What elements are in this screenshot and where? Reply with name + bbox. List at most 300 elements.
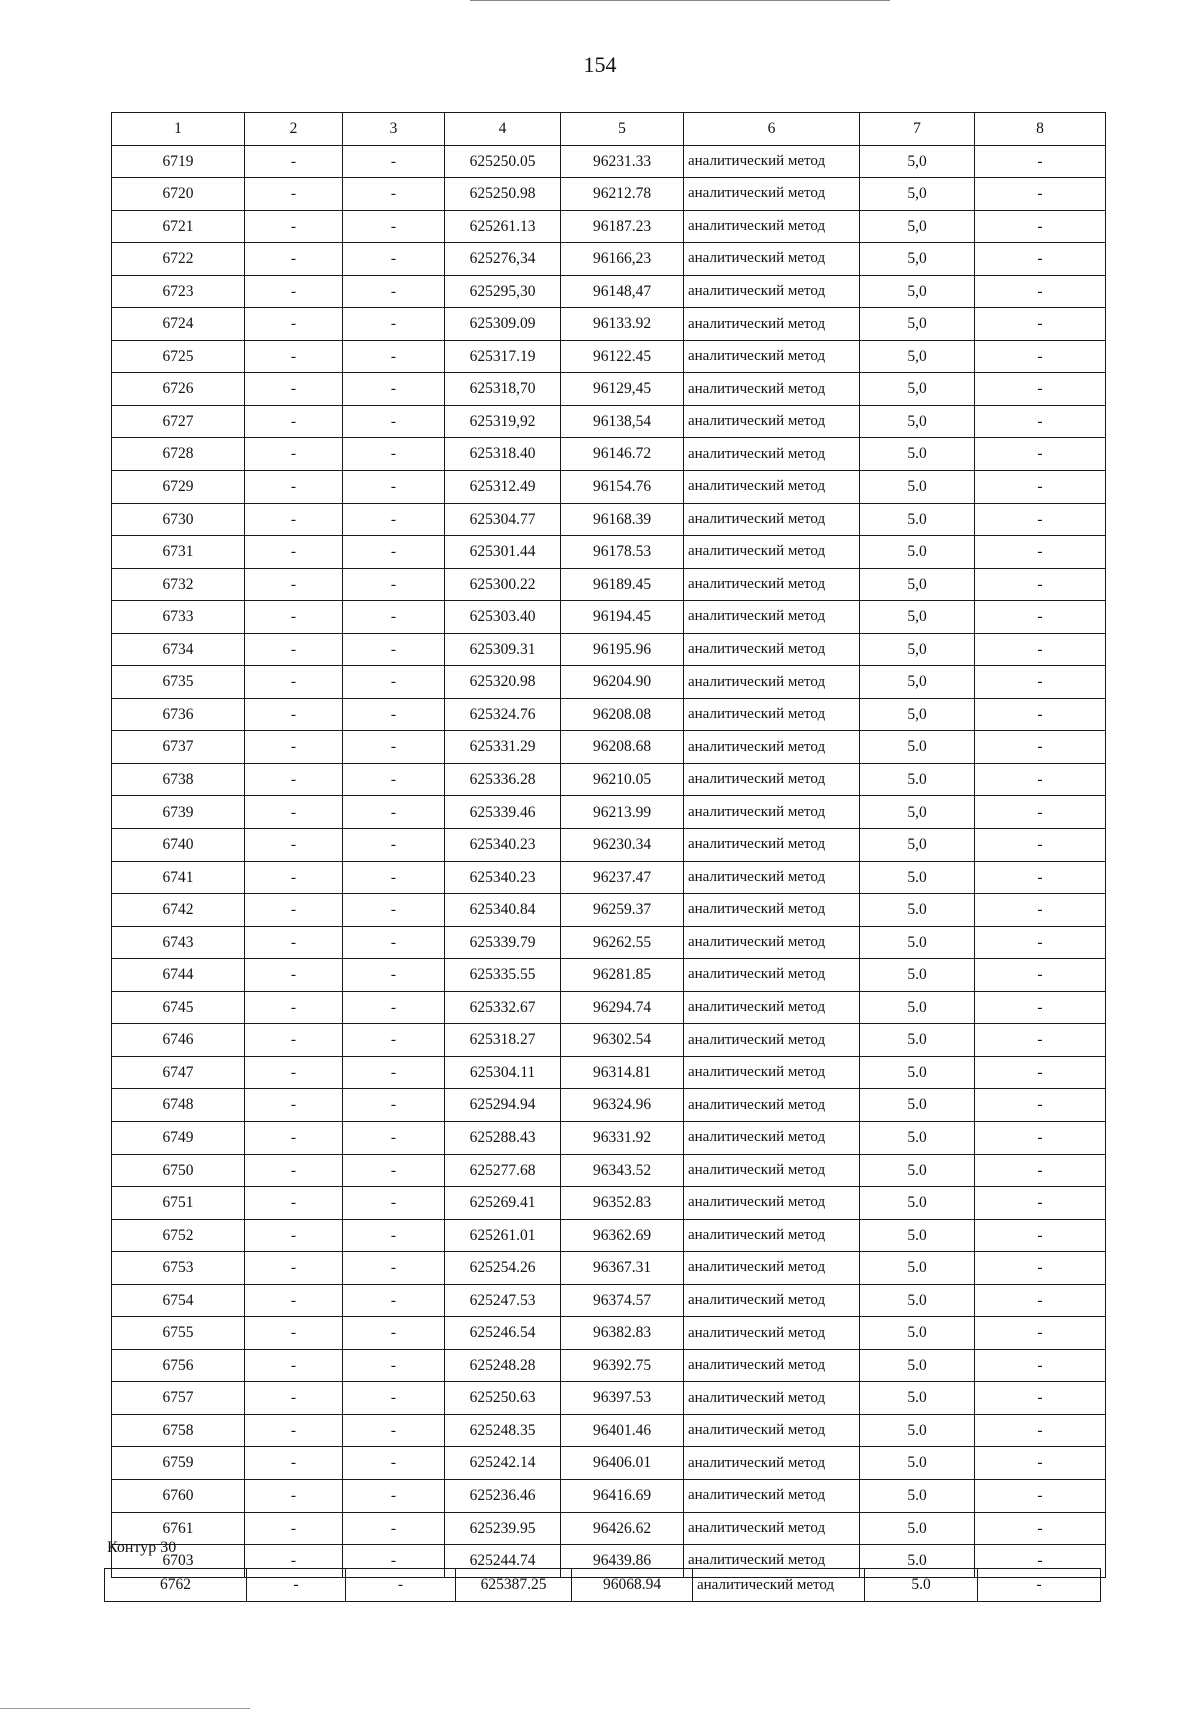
table-cell: 5,0 <box>860 698 975 731</box>
table-cell: 625320.98 <box>445 666 561 699</box>
table-cell: - <box>975 633 1106 666</box>
table-cell: 96324.96 <box>561 1089 684 1122</box>
table-cell: 6749 <box>112 1121 245 1154</box>
table-cell: аналитический метод <box>693 1569 865 1602</box>
table-cell: - <box>245 601 343 634</box>
table-cell: аналитический метод <box>684 536 860 569</box>
table-cell: - <box>245 308 343 341</box>
table-cell: 625304.11 <box>445 1056 561 1089</box>
table-cell: 5.0 <box>860 1317 975 1350</box>
table-cell: 625261.13 <box>445 210 561 243</box>
table-cell: 96343.52 <box>561 1154 684 1187</box>
table-cell: 5.0 <box>860 1056 975 1089</box>
table-cell: аналитический метод <box>684 210 860 243</box>
table-row <box>112 861 1106 894</box>
table-cell: 6746 <box>112 1024 245 1057</box>
table-cell: - <box>975 894 1106 927</box>
table-cell: 5.0 <box>860 1089 975 1122</box>
table-cell: - <box>245 666 343 699</box>
table-cell: 5.0 <box>860 991 975 1024</box>
table-cell: - <box>245 145 343 178</box>
table-row <box>112 959 1106 992</box>
table-cell: 625318.40 <box>445 438 561 471</box>
bottom-scan-rule <box>0 1708 250 1709</box>
table-cell: - <box>975 1056 1106 1089</box>
table-cell: - <box>975 568 1106 601</box>
table-row <box>112 698 1106 731</box>
table-cell: - <box>343 373 445 406</box>
table-cell: аналитический метод <box>684 763 860 796</box>
table-cell: - <box>343 1349 445 1382</box>
column-header: 6 <box>684 113 860 146</box>
table-cell: 6730 <box>112 503 245 536</box>
table-cell: - <box>343 926 445 959</box>
table-cell: 96129,45 <box>561 373 684 406</box>
table-row <box>112 275 1106 308</box>
table-row <box>112 796 1106 829</box>
table-cell: 625340.23 <box>445 861 561 894</box>
table-cell: аналитический метод <box>684 698 860 731</box>
table-cell: аналитический метод <box>684 959 860 992</box>
table-cell: - <box>975 243 1106 276</box>
table-cell: аналитический метод <box>684 308 860 341</box>
table-cell: 96154.76 <box>561 471 684 504</box>
table-cell: аналитический метод <box>684 1414 860 1447</box>
table-cell: - <box>343 796 445 829</box>
table-row <box>105 1569 1101 1602</box>
table-row <box>112 1154 1106 1187</box>
table-cell: - <box>245 763 343 796</box>
table-cell: - <box>975 340 1106 373</box>
table-cell: 625250.63 <box>445 1382 561 1415</box>
table-cell: 96148,47 <box>561 275 684 308</box>
table-cell: 625239.95 <box>445 1512 561 1545</box>
table-cell: 6725 <box>112 340 245 373</box>
table-cell: - <box>343 1382 445 1415</box>
table-cell: 625250.98 <box>445 178 561 211</box>
table-cell: - <box>245 1349 343 1382</box>
table-cell: - <box>245 568 343 601</box>
table-cell: - <box>975 959 1106 992</box>
table-cell: 96204.90 <box>561 666 684 699</box>
table-cell: 6752 <box>112 1219 245 1252</box>
table-cell: 96302.54 <box>561 1024 684 1057</box>
table-cell: 96138,54 <box>561 405 684 438</box>
table-cell: 6737 <box>112 731 245 764</box>
table-row <box>112 1479 1106 1512</box>
table-cell: 96397.53 <box>561 1382 684 1415</box>
table-row <box>112 536 1106 569</box>
table-cell: - <box>245 536 343 569</box>
table-cell: 96237.47 <box>561 861 684 894</box>
table-row <box>112 633 1106 666</box>
table-cell: - <box>245 503 343 536</box>
table-cell: аналитический метод <box>684 1024 860 1057</box>
table-cell: 96212.78 <box>561 178 684 211</box>
table-cell: - <box>975 471 1106 504</box>
table-cell: - <box>975 405 1106 438</box>
table-cell: аналитический метод <box>684 1317 860 1350</box>
table-cell: 625294.94 <box>445 1089 561 1122</box>
table-cell: аналитический метод <box>684 731 860 764</box>
table-cell: - <box>245 633 343 666</box>
table-cell: 625335.55 <box>445 959 561 992</box>
table-cell: 5,0 <box>860 243 975 276</box>
table-cell: аналитический метод <box>684 1154 860 1187</box>
table-cell: - <box>343 861 445 894</box>
table-cell: - <box>245 698 343 731</box>
table-cell: - <box>975 1121 1106 1154</box>
table-cell: аналитический метод <box>684 991 860 1024</box>
table-cell: - <box>245 1512 343 1545</box>
table-cell: 5,0 <box>860 145 975 178</box>
table-cell: 5.0 <box>860 503 975 536</box>
table-cell: - <box>245 243 343 276</box>
table-cell: - <box>346 1569 456 1602</box>
table-cell: аналитический метод <box>684 503 860 536</box>
table-cell: - <box>975 1382 1106 1415</box>
table-cell: - <box>245 1447 343 1480</box>
table-cell: - <box>343 243 445 276</box>
table-cell: 6751 <box>112 1187 245 1220</box>
table-cell: аналитический метод <box>684 438 860 471</box>
table-cell: 6748 <box>112 1089 245 1122</box>
table-cell: - <box>975 861 1106 894</box>
table-cell: - <box>343 1187 445 1220</box>
table-cell: 96166,23 <box>561 243 684 276</box>
table-cell: - <box>343 1284 445 1317</box>
table-cell: - <box>343 210 445 243</box>
column-header: 2 <box>245 113 343 146</box>
table-cell: 6745 <box>112 991 245 1024</box>
table-cell: - <box>245 275 343 308</box>
table-row <box>112 1056 1106 1089</box>
table-row <box>112 1447 1106 1480</box>
table-cell: 6736 <box>112 698 245 731</box>
table-cell: - <box>975 1317 1106 1350</box>
contour-label: Контур 30 <box>107 1539 177 1556</box>
table-cell: аналитический метод <box>684 1382 860 1415</box>
table-cell: 5.0 <box>860 959 975 992</box>
table-cell: аналитический метод <box>684 568 860 601</box>
table-cell: - <box>245 1056 343 1089</box>
table-cell: 96194.45 <box>561 601 684 634</box>
table-cell: 96146.72 <box>561 438 684 471</box>
table-cell: аналитический метод <box>684 601 860 634</box>
table-cell: - <box>975 1089 1106 1122</box>
table-cell: 5.0 <box>860 1154 975 1187</box>
table-cell: 6719 <box>112 145 245 178</box>
table-cell: аналитический метод <box>684 796 860 829</box>
table-cell: 625277.68 <box>445 1154 561 1187</box>
table-cell: 96262.55 <box>561 926 684 959</box>
table-cell: 625387.25 <box>456 1569 572 1602</box>
table-cell: - <box>343 471 445 504</box>
table-cell: аналитический метод <box>684 178 860 211</box>
table-cell: 5.0 <box>860 894 975 927</box>
table-cell: аналитический метод <box>684 1512 860 1545</box>
table-cell: 5,0 <box>860 340 975 373</box>
table-cell: - <box>343 731 445 764</box>
table-cell: 96230.34 <box>561 829 684 862</box>
column-header: 8 <box>975 113 1106 146</box>
table-cell: 96281.85 <box>561 959 684 992</box>
table-cell: 6757 <box>112 1382 245 1415</box>
table-cell: 5.0 <box>860 1121 975 1154</box>
table-cell: - <box>245 1317 343 1350</box>
table-cell: аналитический метод <box>684 926 860 959</box>
table-row <box>112 894 1106 927</box>
table-cell: - <box>975 178 1106 211</box>
table-cell: - <box>975 1154 1106 1187</box>
column-header: 7 <box>860 113 975 146</box>
table-cell: 6728 <box>112 438 245 471</box>
table-cell: 5,0 <box>860 275 975 308</box>
table-cell: - <box>343 1056 445 1089</box>
table-cell: - <box>343 145 445 178</box>
table-cell: - <box>245 1382 343 1415</box>
table-cell: 6741 <box>112 861 245 894</box>
table-cell: 96439.86 <box>561 1545 684 1578</box>
table-cell: - <box>975 308 1106 341</box>
table-cell: аналитический метод <box>684 1349 860 1382</box>
table-cell: 96314.81 <box>561 1056 684 1089</box>
table-cell: 5,0 <box>860 373 975 406</box>
table-cell: 96392.75 <box>561 1349 684 1382</box>
table-cell: аналитический метод <box>684 861 860 894</box>
table-cell: - <box>975 829 1106 862</box>
table-cell: 625295,30 <box>445 275 561 308</box>
table-row <box>112 1252 1106 1285</box>
table-cell: - <box>975 666 1106 699</box>
table-cell: - <box>975 1414 1106 1447</box>
table-cell: - <box>343 1089 445 1122</box>
table-cell: - <box>245 829 343 862</box>
table-cell: - <box>343 1479 445 1512</box>
table-row <box>112 1414 1106 1447</box>
table-cell: аналитический метод <box>684 1284 860 1317</box>
table-cell: - <box>975 503 1106 536</box>
table-cell: 6721 <box>112 210 245 243</box>
table-cell: аналитический метод <box>684 275 860 308</box>
table-row <box>112 731 1106 764</box>
contour-table <box>104 1568 1101 1602</box>
table-row <box>112 763 1106 796</box>
table-cell: - <box>245 926 343 959</box>
table-row <box>112 1349 1106 1382</box>
table-cell: 96426.62 <box>561 1512 684 1545</box>
table-row <box>112 373 1106 406</box>
table-cell: - <box>245 340 343 373</box>
table-cell: - <box>343 698 445 731</box>
table-cell: - <box>975 275 1106 308</box>
table-cell: 5.0 <box>860 536 975 569</box>
table-cell: 625332.67 <box>445 991 561 1024</box>
table-row <box>112 1317 1106 1350</box>
table-cell: аналитический метод <box>684 1056 860 1089</box>
table-cell: 625339.46 <box>445 796 561 829</box>
table-cell: аналитический метод <box>684 894 860 927</box>
table-cell: 625309.09 <box>445 308 561 341</box>
table-cell: 96189.45 <box>561 568 684 601</box>
table-row <box>112 503 1106 536</box>
table-cell: 625248.35 <box>445 1414 561 1447</box>
table-cell: - <box>343 829 445 862</box>
table-cell: - <box>975 1219 1106 1252</box>
table-cell: 6756 <box>112 1349 245 1382</box>
table-cell: 5.0 <box>860 926 975 959</box>
page-number: 154 <box>583 52 617 77</box>
table-row <box>112 178 1106 211</box>
table-cell: 5,0 <box>860 601 975 634</box>
table-row <box>112 1187 1106 1220</box>
table-row <box>112 1382 1106 1415</box>
table-cell: - <box>343 1317 445 1350</box>
top-scan-rule <box>470 0 890 1</box>
table-cell: аналитический метод <box>684 1089 860 1122</box>
table-cell: 96374.57 <box>561 1284 684 1317</box>
table-cell: 6762 <box>105 1569 247 1602</box>
table-cell: - <box>245 1479 343 1512</box>
table-cell: 96294.74 <box>561 991 684 1024</box>
table-cell: - <box>245 178 343 211</box>
table-cell: - <box>343 1252 445 1285</box>
table-cell: - <box>343 763 445 796</box>
table-cell: 625269.41 <box>445 1187 561 1220</box>
table-cell: 6734 <box>112 633 245 666</box>
table-cell: 6740 <box>112 829 245 862</box>
table-cell: 6754 <box>112 1284 245 1317</box>
table-cell: 5.0 <box>860 1545 975 1578</box>
column-header: 1 <box>112 113 245 146</box>
table-cell: - <box>975 796 1106 829</box>
table-cell: - <box>245 959 343 992</box>
table-row <box>112 471 1106 504</box>
table-cell: 625246.54 <box>445 1317 561 1350</box>
table-cell: - <box>343 1219 445 1252</box>
table-cell: - <box>245 1414 343 1447</box>
table-cell: 96187.23 <box>561 210 684 243</box>
table-cell: 6726 <box>112 373 245 406</box>
table-cell: - <box>343 1512 445 1545</box>
table-cell: аналитический метод <box>684 1545 860 1578</box>
table-row <box>112 991 1106 1024</box>
table-cell: - <box>975 210 1106 243</box>
table-cell: 625319,92 <box>445 405 561 438</box>
table-cell: 5.0 <box>860 1024 975 1057</box>
table-cell: - <box>245 1284 343 1317</box>
table-cell: - <box>245 210 343 243</box>
table-cell: 6744 <box>112 959 245 992</box>
table-row <box>112 926 1106 959</box>
table-cell: - <box>343 308 445 341</box>
table-cell: 6720 <box>112 178 245 211</box>
table-cell: - <box>343 1414 445 1447</box>
table-cell: 5,0 <box>860 308 975 341</box>
table-cell: 6729 <box>112 471 245 504</box>
table-cell: 96122.45 <box>561 340 684 373</box>
table-row <box>112 145 1106 178</box>
table-header-row <box>112 113 1106 146</box>
table-cell: - <box>975 698 1106 731</box>
table-cell: - <box>975 926 1106 959</box>
table-cell: 6743 <box>112 926 245 959</box>
table-cell: 5.0 <box>860 1349 975 1382</box>
table-cell: - <box>343 438 445 471</box>
table-cell: 96168.39 <box>561 503 684 536</box>
table-cell: - <box>245 796 343 829</box>
table-cell: - <box>975 763 1106 796</box>
table-cell: 6727 <box>112 405 245 438</box>
table-cell: 96133.92 <box>561 308 684 341</box>
table-row <box>112 438 1106 471</box>
table-cell: 6724 <box>112 308 245 341</box>
table-cell: 6732 <box>112 568 245 601</box>
table-cell: 5,0 <box>860 829 975 862</box>
table-cell: аналитический метод <box>684 1479 860 1512</box>
table-cell: 625250.05 <box>445 145 561 178</box>
table-cell: аналитический метод <box>684 340 860 373</box>
table-cell: - <box>975 1479 1106 1512</box>
table-cell: 625304.77 <box>445 503 561 536</box>
table-cell: - <box>247 1569 346 1602</box>
table-cell: 96208.68 <box>561 731 684 764</box>
table-cell: 6760 <box>112 1479 245 1512</box>
table-cell: 625336.28 <box>445 763 561 796</box>
table-cell: - <box>975 991 1106 1024</box>
table-cell: - <box>245 731 343 764</box>
table-cell: 6738 <box>112 763 245 796</box>
table-cell: 5.0 <box>860 731 975 764</box>
table-row <box>112 243 1106 276</box>
table-cell: 5.0 <box>860 1187 975 1220</box>
table-cell: - <box>245 405 343 438</box>
table-cell: 625247.53 <box>445 1284 561 1317</box>
table-cell: 625331.29 <box>445 731 561 764</box>
table-cell: аналитический метод <box>684 1121 860 1154</box>
table-cell: 5.0 <box>860 1414 975 1447</box>
table-cell: 625309.31 <box>445 633 561 666</box>
table-cell: 5.0 <box>860 1479 975 1512</box>
table-row <box>112 340 1106 373</box>
table-cell: - <box>975 536 1106 569</box>
table-cell: 6759 <box>112 1447 245 1480</box>
column-header: 5 <box>561 113 684 146</box>
column-header: 4 <box>445 113 561 146</box>
table-cell: 625300.22 <box>445 568 561 601</box>
table-cell: - <box>245 1024 343 1057</box>
table-cell: - <box>975 1512 1106 1545</box>
table-cell: - <box>343 894 445 927</box>
table-cell: 625340.23 <box>445 829 561 862</box>
table-row <box>112 666 1106 699</box>
table-cell: аналитический метод <box>684 145 860 178</box>
table-cell: - <box>978 1569 1101 1602</box>
table-cell: 96178.53 <box>561 536 684 569</box>
table-cell: 625318,70 <box>445 373 561 406</box>
table-cell: - <box>975 145 1106 178</box>
table-row <box>112 308 1106 341</box>
table-cell: аналитический метод <box>684 471 860 504</box>
table-cell: 5.0 <box>860 471 975 504</box>
table-cell: - <box>245 1252 343 1285</box>
table-cell: аналитический метод <box>684 405 860 438</box>
table-cell: аналитический метод <box>684 666 860 699</box>
table-cell: - <box>245 894 343 927</box>
table-cell: - <box>245 438 343 471</box>
table-cell: 96362.69 <box>561 1219 684 1252</box>
table-cell: - <box>343 1545 445 1578</box>
